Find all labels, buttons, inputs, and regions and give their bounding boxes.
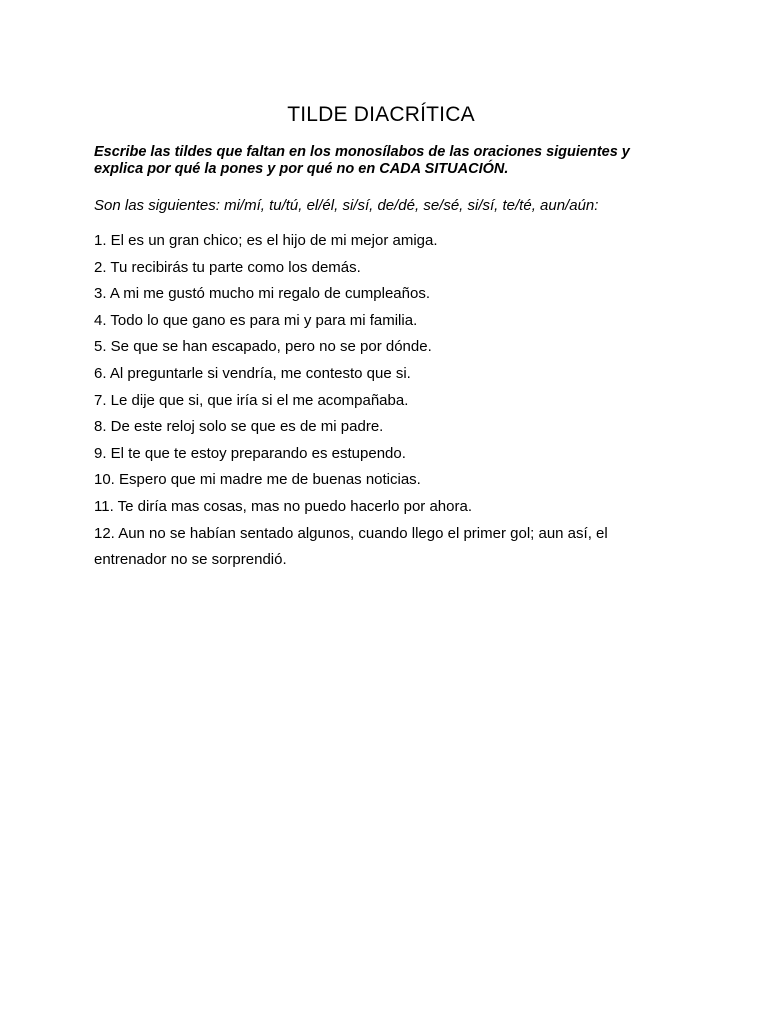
document-title: TILDE DIACRÍTICA xyxy=(287,103,475,126)
exercise-item-2: 2. Tu recibirás tu parte como los demás. xyxy=(94,258,361,276)
exercise-item-3: 3. A mi me gustó mucho mi regalo de cumpleaños. xyxy=(94,285,431,303)
exercise-item-7: 7. Le dije que si, que iría si el me acompañaba. xyxy=(94,391,409,409)
exercise-item-9: 9. El te que te estoy preparando es estupendo. xyxy=(94,444,406,462)
exercise-item-1: 1. El es un gran chico; es el hijo de mi mejor amiga. xyxy=(94,232,438,249)
monosyllables-line: Son las siguientes: mi/mí, tu/tú, el/él, si/sí, de/dé, se/sé, si/sí, te/té, aun/aún: xyxy=(94,197,599,214)
exercise-item-6: 6. Al preguntarle si vendría, me contesto que si. xyxy=(94,364,411,382)
exercise-list xyxy=(94,228,634,574)
exercise-item-10: 10. Espero que mi madre me de buenas noticias. xyxy=(94,471,421,489)
instructions-text: Escribe las tildes que faltan en los monosílabos de las oraciones siguientes y explica por qué la pones y por qué no en CADA SITUACIÓN. xyxy=(94,144,630,177)
exercise-item-5: 5. Se que se han escapado, pero no se por dónde. xyxy=(94,338,432,356)
exercise-item-11: 11. Te diría mas cosas, mas no puedo hacerlo por ahora. xyxy=(94,497,472,515)
exercise-item-8: 8. De este reloj solo se que es de mi padre. xyxy=(94,418,384,436)
exercise-item-4: 4. Todo lo que gano es para mi y para mi familia. xyxy=(94,311,418,329)
exercise-item-12: 12. Aun no se habían sentado algunos, cuando llego el primer gol; aun así, el entrenador no se sorprendió. xyxy=(94,524,608,569)
